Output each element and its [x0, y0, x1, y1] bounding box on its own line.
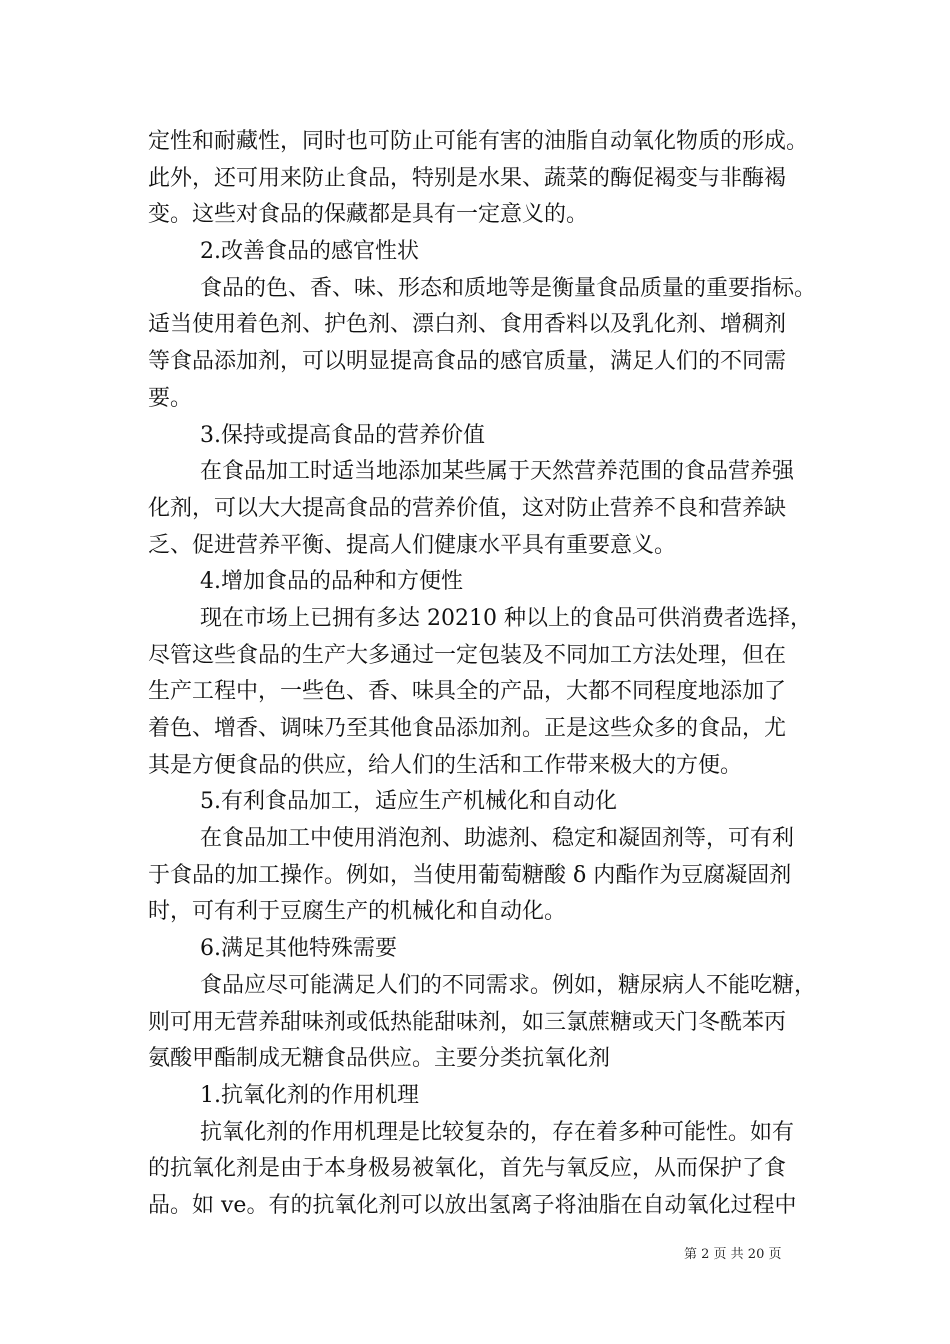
page-number: 第 2 页 共 20 页 [684, 1247, 782, 1262]
text-line: 此外，还可用来防止食品，特别是水果、蔬菜的酶促褐变与非酶褐 [148, 165, 787, 191]
section-heading: 6.满足其他特殊需要 [200, 936, 397, 962]
text-line: 乏、促进营养平衡、提高人们健康水平具有重要意义。 [148, 532, 677, 558]
text-line: 品。如 ve。有的抗氧化剂可以放出氢离子将油脂在自动氧化过程中 [148, 1192, 797, 1218]
text-line: 要。 [148, 385, 193, 411]
text-line: 等食品添加剂，可以明显提高食品的感官质量，满足人们的不同需 [148, 349, 787, 375]
text-line: 尽管这些食品的生产大多通过一定包装及不同加工方法处理，但在 [148, 642, 787, 668]
text-line: 其是方便食品的供应，给人们的生活和工作带来极大的方便。 [148, 752, 743, 778]
section-heading: 5.有利食品加工，适应生产机械化和自动化 [200, 789, 617, 815]
section-heading: 1.抗氧化剂的作用机理 [200, 1082, 419, 1108]
section-heading: 2.改善食品的感官性状 [200, 239, 419, 265]
text-line: 在食品加工中使用消泡剂、助滤剂、稳定和凝固剂等，可有利 [200, 826, 795, 852]
text-line: 食品的色、香、味、形态和质地等是衡量食品质量的重要指标。 [200, 275, 817, 301]
text-line: 生产工程中，一些色、香、味具全的产品，大都不同程度地添加了 [148, 679, 787, 705]
text-line: 变。这些对食品的保藏都是具有一定意义的。 [148, 202, 589, 228]
text-line: 在食品加工时适当地添加某些属于天然营养范围的食品营养强 [200, 459, 795, 485]
text-line: 的抗氧化剂是由于本身极易被氧化，首先与氧反应，从而保护了食 [148, 1156, 787, 1182]
text-line: 抗氧化剂的作用机理是比较复杂的，存在着多种可能性。如有 [200, 1119, 795, 1145]
section-heading: 4.增加食品的品种和方便性 [200, 569, 463, 595]
text-line: 现在市场上已拥有多达 20210 种以上的食品可供消费者选择， [200, 605, 812, 631]
section-heading: 3.保持或提高食品的营养价值 [200, 422, 485, 448]
text-line: 氨酸甲酯制成无糖食品供应。主要分类抗氧化剂 [148, 1046, 611, 1072]
text-line: 适当使用着色剂、护色剂、漂白剂、食用香料以及乳化剂、增稠剂 [148, 312, 787, 338]
text-line: 于食品的加工操作。例如，当使用葡萄糖酸 δ 内酯作为豆腐凝固剂 [148, 862, 792, 888]
text-line: 定性和耐藏性，同时也可防止可能有害的油脂自动氧化物质的形成。 [148, 129, 809, 154]
text-line: 则可用无营养甜味剂或低热能甜味剂，如三氯蔗糖或天门冬酰苯丙 [148, 1009, 787, 1035]
text-line: 化剂，可以大大提高食品的营养价值，这对防止营养不良和营养缺 [148, 495, 787, 521]
document-body [148, 124, 848, 1225]
text-line: 着色、增香、调味乃至其他食品添加剂。正是这些众多的食品，尤 [148, 716, 787, 741]
text-line: 食品应尽可能满足人们的不同需求。例如，糖尿病人不能吃糖， [200, 972, 817, 998]
text-line: 时，可有利于豆腐生产的机械化和自动化。 [148, 899, 567, 925]
